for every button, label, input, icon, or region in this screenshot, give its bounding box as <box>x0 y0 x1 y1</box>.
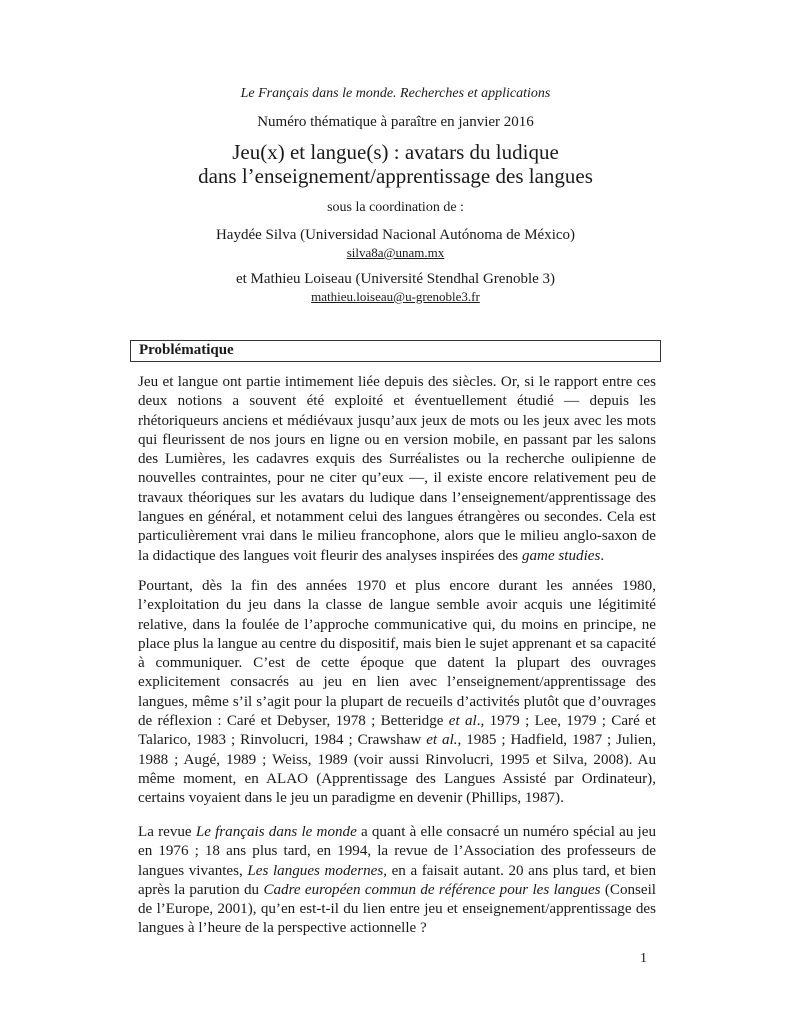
italic-text-run: Cadre européen commun de référence pour les langues <box>263 881 601 898</box>
issue-note: Numéro thématique à paraître en janvier 2016 <box>257 114 534 130</box>
italic-text-run: game studies <box>521 547 601 564</box>
italic-text-run: et al <box>448 713 477 730</box>
document-title-line-1: Jeu(x) et langue(s) : avatars du ludique <box>232 140 559 164</box>
italic-text-run: et al. <box>426 732 458 749</box>
italic-text-run: Le français dans le monde <box>195 824 357 840</box>
coordination-label: sous la coordination de : <box>327 200 464 215</box>
text-run: , en a faisait autant. 20 ans plus tard, et bien après la parution du <box>138 862 657 898</box>
italic-text-run: Les langues modernes <box>247 862 384 879</box>
paragraph-1 <box>138 373 656 566</box>
paragraph-3 <box>138 823 656 939</box>
text-run: . <box>600 547 605 564</box>
text-run: Pourtant, dès la fin des années 1970 et plus encore durant les années 1980, l’exploitation du jeu dans la classe de langue semble avoir acquis une légitimité relative, dans la foulée de l’approche communicative qui, du moins en principe, ne place plus la langue au centre du dispositif, mais bien le sujet apprenant et sa capacité à communiquer. C’est de cette époque que datent la plupart des ouvrages explicitement consacrés au jeu en lien avec l’enseignement/apprentissage des langues, même s’il s’agit pour la plupart de recueils d’activités plutôt que d’ouvrages de réflexion : Caré et Debyser, 1978 ; Betteridge <box>138 578 656 730</box>
text-run: La revue <box>138 824 196 840</box>
section-heading-box <box>130 340 661 362</box>
text-run: Jeu et langue ont partie intimement liée depuis des siècles. Or, si le rapport entre ces deux notions a souvent été exploité et éventuellement étudié — depuis les rhétoriqueurs anciens et médiévaux jusqu’aux jeux de mots ou les jeux avec les mots qui fleurissent de nos jours en ligne ou en version mobile, en passant par les salons des Lumières, les cadavres exquis des Surréalistes ou la recherche oulipienne de nouvelles contraintes, pour ne citer qu’eux —, il existe encore relativement peu de travaux théoriques sur les avatars du ludique dans l’enseignement/apprentissage des langues en général, et notamment celui des langues étrangères ou secondes. Cela est particulièrement vrai dans le milieu francophone, alors que le milieu anglo-saxon de la didactique des langues voit fleurir des analyses inspirées des <box>138 374 656 564</box>
section-heading: Problématique <box>139 342 234 358</box>
paragraph-2 <box>138 577 656 809</box>
document-title-line-2: dans l’enseignement/apprentissage des langues <box>198 164 593 188</box>
editor-1-email-link[interactable]: silva8a@unam.mx <box>346 245 445 260</box>
text-run: ., 1979 ; Lee, 1979 ; Caré et Talarico, 1983 ; Rinvolucri, 1984 ; Crawshaw <box>138 713 656 749</box>
editor-2: et Mathieu Loiseau (Université Stendhal Grenoble 3) <box>235 271 556 287</box>
editor-2-email-link[interactable]: mathieu.loiseau@u-grenoble3.fr <box>311 289 480 304</box>
page-number: 1 <box>640 951 647 966</box>
journal-title: Le Français dans le monde. Recherches et applications <box>240 86 551 101</box>
text-run: a quant à elle consacré un numéro spécial au jeu en 1976 ; 18 ans plus tard, en 1994, la revue de l’Association des professeurs de langues vivantes, <box>138 824 656 879</box>
text-run: (Conseil de l’Europe, 2001), qu’en est-t-il du lien entre jeu et enseignement/apprentissage des langues à l’heure de la perspective actionnelle ? <box>138 881 657 937</box>
text-run: , 1985 ; Hadfield, 1987 ; Julien, 1988 ; Augé, 1989 ; Weiss, 1989 (voir aussi Rinvolucri, 1995 et Silva, 2008). Au même moment, en ALAO (Apprentissage des Langues Assisté par Ordinateur), certains voyaient dans le jeu un paradigme en devenir (Phillips, 1987). <box>138 732 656 807</box>
editor-1: Haydée Silva (Universidad Nacional Autónoma de México) <box>215 227 576 243</box>
